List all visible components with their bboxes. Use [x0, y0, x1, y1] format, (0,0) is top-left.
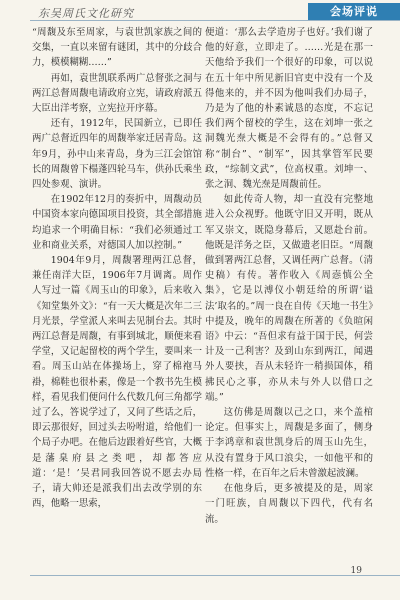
page-number: 19 — [350, 566, 362, 576]
paragraph: 再如，袁世凯联系两广总督张之洞与两江总督周馥电请政府立宪，请政府派五大臣出洋考察，立宪拉开序幕。 — [32, 72, 202, 115]
paragraph: 便道：‘那么去学造房子也好。’我们谢了他的好意，立即走了。……光是在那一天他给予我们一个很好的印象，可以说在五十年中所见新旧官吏中没有一个及得他来的，并不因为他叫我们办局子，乃是为了他的朴素诚恳的态度，不忘记我们两个留校的学生，这在刘坤一张之洞魏光焘大概是不会得有的。”总督又称“制台”、“制军”，因其掌管军民要政，“综制文武”，位高权重。刘坤一、张之洞、魏光焘是周馥前任。 — [205, 27, 373, 191]
left-column — [32, 25, 202, 512]
paragraph: 在1902年12月的奏折中，周馥动员中国资本家向德国项目投资，其全部措施均追求一个明确目标：“我们必须通过工业和商业关系，对德国人加以控制。” — [32, 194, 202, 251]
paragraph: 1904年9月，周馥署理两江总督，兼任南洋大臣，1906年7月调离。周作人写过一篇《周玉山的印象》，后来收入《知堂集外文》：“有一天大概是次年二三月光景，学堂派人来叫去见制台去。其时两江总督是周馥，有事到城北，顺便来看学堂，又记起留校的两个学生，要叫来一看。周玉山站在体操场上，穿了棉袍马褂，棉鞋也很朴素，像是一个教书先生模样，看见我们便问什么代数几何三角都学过了么，答说学过了，又问了些话之后，即云那很好，回过头去吩咐道，给他们一个局子办吧。在他后边跟着好些官，大概是藩臬府县之类吧，却都答应道：‘是！’吴君同我回答说不愿去办局子，请大帅还是派我们出去改学别的东西，他略一思索， — [32, 255, 202, 510]
paragraph: “周馥及东至周家，与袁世凯家族之间的交集，一直以来留有谜团，其中的分歧合力，模模糊糊……” — [32, 27, 202, 69]
header-divider — [30, 20, 400, 21]
section-badge: 会场评说 — [308, 3, 400, 20]
paragraph: 如此传奇人物，却一直没有完整地进入公众视野。他既守旧又开明，既从军又崇文，既隐身幕后，又愿赴台前。他既是洋务之臣，又做遗老旧臣。“周馥做到署两江总督，又调任两广总督。（清史稿）有传。著作收入《周悫慎公全集》，它是以溥仪小朝廷给的所谓‘谥法’取名的。”周一良在自传《天地一书生》中提及，晚年的周馥在所著的《负暄闲语》中云：“吾但求有益于国于民，何尝计及一己利害？及到山东到两江，闻遇外人要挟，吾从未轻许一稍损国体，稍拂民心之事，亦从未与外人以借口之端。” — [205, 194, 373, 403]
right-column — [205, 25, 373, 527]
paragraph: 还有，1912年，民国新立，已即任两广总督近四年的周馥举家迁居青岛。这年9月，孙中山来青岛，身为三江会馆馆长的周馥曾下榻蓬四轮马车，供孙氏乘坐四处参观、演讲。 — [32, 118, 202, 191]
journal-title: 东吴周氏文化研究 — [38, 7, 134, 20]
paragraph: 在他身后，更多被提及的是，周家一门旺族，自周馥以下四代，代有名流。 — [205, 483, 373, 525]
page-header — [0, 0, 400, 22]
paragraph: 这仿佛是周馥以己之口，来个盖棺论定。但事实上，周馥是多面了，侧身于李鸿章和袁世凯身后的周玉山先生，从没有置身于风口浪尖，一如他平和的性格一样，在百年之后未曾激起波澜。 — [205, 407, 373, 479]
footer-divider — [30, 575, 400, 576]
